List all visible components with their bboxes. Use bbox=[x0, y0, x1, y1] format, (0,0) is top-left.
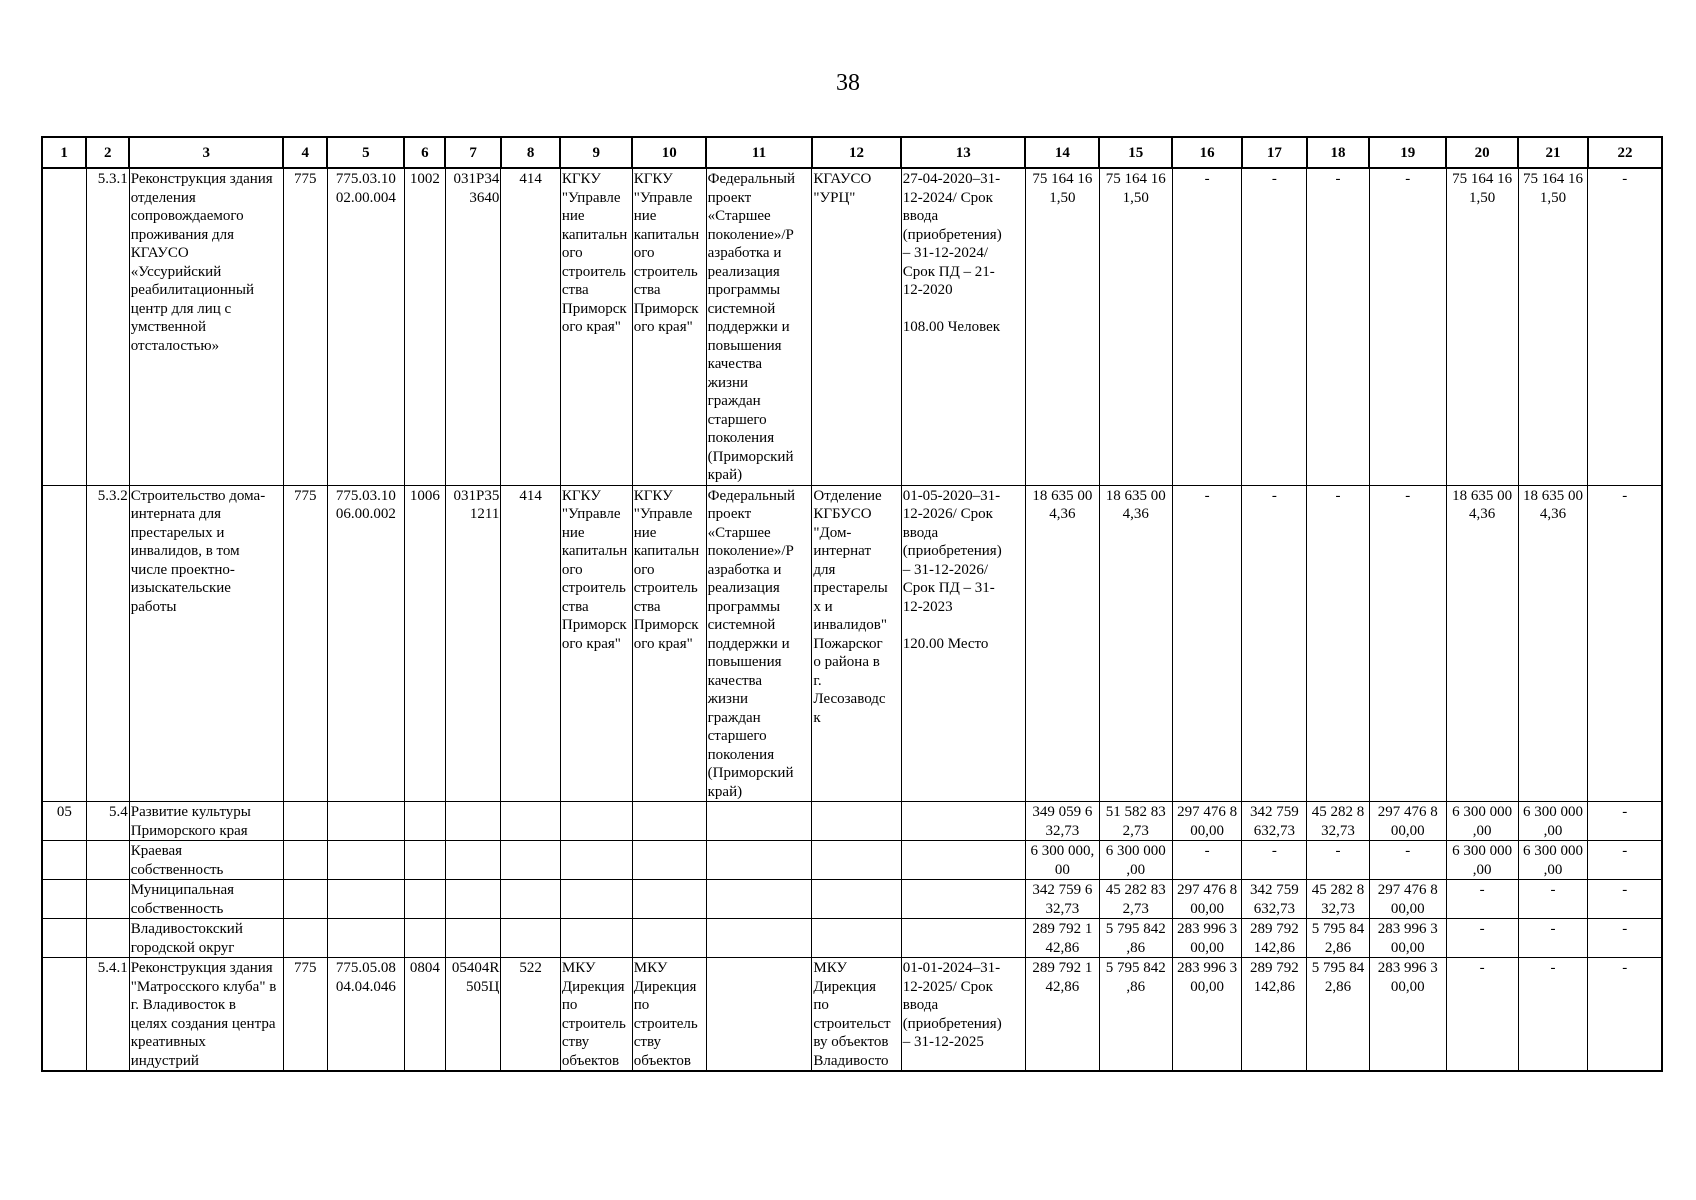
table-cell: 6 300 000 ,00 bbox=[1446, 802, 1518, 841]
table-cell: 6 300 000, 00 bbox=[1025, 841, 1099, 880]
table-cell bbox=[283, 802, 327, 841]
table-cell: Отделение КГБУСО "Дом- интернат для престарелы х и инвалидов" Пожарског о района в г. Лесозаводс к bbox=[812, 485, 901, 802]
table-cell bbox=[632, 802, 706, 841]
column-header: 5 bbox=[327, 137, 404, 168]
table-cell bbox=[404, 841, 445, 880]
table-cell: 75 164 16 1,50 bbox=[1518, 168, 1588, 485]
table-cell bbox=[501, 802, 561, 841]
table-cell: 18 635 00 4,36 bbox=[1446, 485, 1518, 802]
table-cell: - bbox=[1518, 958, 1588, 1072]
column-header: 11 bbox=[706, 137, 812, 168]
table-cell: - bbox=[1242, 168, 1307, 485]
table-cell: Краевая собственность bbox=[129, 841, 283, 880]
table-cell: 522 bbox=[501, 958, 561, 1072]
table-cell: 775.05.08 04.04.046 bbox=[327, 958, 404, 1072]
table-cell bbox=[327, 841, 404, 880]
column-header: 8 bbox=[501, 137, 561, 168]
table-cell: - bbox=[1369, 168, 1446, 485]
table-cell bbox=[445, 919, 500, 958]
table-cell: 5 795 84 2,86 bbox=[1307, 958, 1370, 1072]
table-cell: Реконструкция здания "Матросского клуба" в г. Владивосток в целях создания центра креативных индустрий bbox=[129, 958, 283, 1072]
table-cell: 18 635 00 4,36 bbox=[1518, 485, 1588, 802]
table-cell bbox=[812, 841, 901, 880]
table-cell: - bbox=[1172, 485, 1242, 802]
table-cell bbox=[327, 919, 404, 958]
table-cell: КГКУ "Управле ние капитальн ого строитель ства Приморск ого края" bbox=[560, 168, 632, 485]
column-header: 3 bbox=[129, 137, 283, 168]
table-cell: 18 635 00 4,36 bbox=[1025, 485, 1099, 802]
table-cell bbox=[812, 919, 901, 958]
table-cell: 5.4 bbox=[86, 802, 129, 841]
table-cell: - bbox=[1588, 958, 1662, 1072]
table-cell: 031Р35 1211 bbox=[445, 485, 500, 802]
table-cell: 75 164 16 1,50 bbox=[1025, 168, 1099, 485]
table-cell bbox=[901, 802, 1025, 841]
column-header: 12 bbox=[812, 137, 901, 168]
table-cell: 5.3.2 bbox=[86, 485, 129, 802]
table-cell bbox=[86, 841, 129, 880]
table-cell bbox=[560, 841, 632, 880]
table-cell: 75 164 16 1,50 bbox=[1099, 168, 1172, 485]
table-cell: - bbox=[1588, 802, 1662, 841]
table-cell bbox=[445, 880, 500, 919]
table-cell: 342 759 632,73 bbox=[1242, 880, 1307, 919]
table-cell: 51 582 83 2,73 bbox=[1099, 802, 1172, 841]
table-cell: Строительство дома- интерната для престарелых и инвалидов, в том числе проектно- изыскательские работы bbox=[129, 485, 283, 802]
table-cell: 283 996 3 00,00 bbox=[1172, 958, 1242, 1072]
table-cell: 031Р34 3640 bbox=[445, 168, 500, 485]
table-cell: КГАУСО "УРЦ" bbox=[812, 168, 901, 485]
table-cell bbox=[86, 919, 129, 958]
header-row bbox=[42, 137, 1662, 168]
table-cell: Муниципальная собственность bbox=[129, 880, 283, 919]
table-cell: 5.4.1 bbox=[86, 958, 129, 1072]
table-cell: 283 996 3 00,00 bbox=[1369, 919, 1446, 958]
column-header: 21 bbox=[1518, 137, 1588, 168]
table-cell: 6 300 000 ,00 bbox=[1518, 802, 1588, 841]
table-cell: 775 bbox=[283, 168, 327, 485]
table-cell: - bbox=[1242, 485, 1307, 802]
table-cell: 775 bbox=[283, 485, 327, 802]
table-cell bbox=[42, 880, 86, 919]
table-cell: 6 300 000 ,00 bbox=[1446, 841, 1518, 880]
table-cell bbox=[86, 880, 129, 919]
table-row bbox=[42, 919, 1662, 958]
table-cell: - bbox=[1369, 841, 1446, 880]
table-cell: 414 bbox=[501, 485, 561, 802]
table-cell: - bbox=[1369, 485, 1446, 802]
table-cell bbox=[560, 802, 632, 841]
table-cell: 5 795 842 ,86 bbox=[1099, 958, 1172, 1072]
table-cell: 05404R 505Ц bbox=[445, 958, 500, 1072]
table-cell: - bbox=[1588, 485, 1662, 802]
table-cell: КГКУ "Управле ние капитальн ого строитель ства Приморск ого края" bbox=[560, 485, 632, 802]
table-cell: 05 bbox=[42, 802, 86, 841]
table-cell: - bbox=[1446, 958, 1518, 1072]
column-header: 13 bbox=[901, 137, 1025, 168]
table-cell: МКУ Дирекция по строитель ству объектов bbox=[632, 958, 706, 1072]
table-cell: 289 792 1 42,86 bbox=[1025, 919, 1099, 958]
table-cell: 283 996 3 00,00 bbox=[1369, 958, 1446, 1072]
table-cell: 297 476 8 00,00 bbox=[1172, 880, 1242, 919]
table-cell: - bbox=[1588, 919, 1662, 958]
table-cell bbox=[632, 919, 706, 958]
table-cell bbox=[501, 880, 561, 919]
table-row bbox=[42, 485, 1662, 802]
table-cell: 5 795 84 2,86 bbox=[1307, 919, 1370, 958]
table-cell bbox=[327, 802, 404, 841]
table-cell bbox=[901, 841, 1025, 880]
table-cell: - bbox=[1242, 841, 1307, 880]
table-row bbox=[42, 880, 1662, 919]
table-cell: МКУ Дирекция по строительст ву объектов Владивосто bbox=[812, 958, 901, 1072]
table-cell bbox=[404, 802, 445, 841]
table-cell: - bbox=[1446, 880, 1518, 919]
table-cell bbox=[706, 802, 812, 841]
table-cell bbox=[42, 919, 86, 958]
column-header: 14 bbox=[1025, 137, 1099, 168]
table-cell bbox=[501, 919, 561, 958]
table-cell: 5.3.1 bbox=[86, 168, 129, 485]
table-cell: - bbox=[1588, 168, 1662, 485]
column-header: 22 bbox=[1588, 137, 1662, 168]
table-cell bbox=[706, 841, 812, 880]
page-number: 38 bbox=[836, 70, 860, 96]
table-cell: - bbox=[1518, 880, 1588, 919]
table-cell bbox=[283, 919, 327, 958]
table-cell: МКУ Дирекция по строитель ству объектов bbox=[560, 958, 632, 1072]
column-header: 19 bbox=[1369, 137, 1446, 168]
table-cell: 342 759 632,73 bbox=[1242, 802, 1307, 841]
table-cell: 775.03.10 02.00.004 bbox=[327, 168, 404, 485]
column-header: 4 bbox=[283, 137, 327, 168]
table-cell: - bbox=[1588, 880, 1662, 919]
table-cell: Федеральный проект «Старшее поколение»/Р азработка и реализация программы системной поддержки и повышения качества жизни граждан старшего поколения (Приморский край) bbox=[706, 485, 812, 802]
column-header: 10 bbox=[632, 137, 706, 168]
column-header: 16 bbox=[1172, 137, 1242, 168]
table-cell: 283 996 3 00,00 bbox=[1172, 919, 1242, 958]
table-cell: - bbox=[1172, 841, 1242, 880]
table-cell: 45 282 8 32,73 bbox=[1307, 880, 1370, 919]
table-cell: 5 795 842 ,86 bbox=[1099, 919, 1172, 958]
table-row bbox=[42, 841, 1662, 880]
table-cell: 01-05-2020–31- 12-2026/ Срок ввода (приобретения) – 31-12-2026/ Срок ПД – 31- 12-2023 120.00 Место bbox=[901, 485, 1025, 802]
table-cell bbox=[327, 880, 404, 919]
column-header: 9 bbox=[560, 137, 632, 168]
table-cell bbox=[706, 919, 812, 958]
table-cell bbox=[42, 841, 86, 880]
table-cell bbox=[632, 841, 706, 880]
table-cell: 01-01-2024–31- 12-2025/ Срок ввода (приобретения) – 31-12-2025 bbox=[901, 958, 1025, 1072]
table-cell bbox=[706, 958, 812, 1072]
column-header: 7 bbox=[445, 137, 500, 168]
table-cell: 775.03.10 06.00.002 bbox=[327, 485, 404, 802]
table-cell: 18 635 00 4,36 bbox=[1099, 485, 1172, 802]
table-cell bbox=[706, 880, 812, 919]
table-cell: 0804 bbox=[404, 958, 445, 1072]
table-cell: 297 476 8 00,00 bbox=[1369, 802, 1446, 841]
table-cell: - bbox=[1172, 168, 1242, 485]
table-cell bbox=[42, 168, 86, 485]
table-cell: 6 300 000 ,00 bbox=[1099, 841, 1172, 880]
table-cell: 45 282 8 32,73 bbox=[1307, 802, 1370, 841]
table-cell: 297 476 8 00,00 bbox=[1172, 802, 1242, 841]
table-row bbox=[42, 958, 1662, 1072]
table-cell: 342 759 6 32,73 bbox=[1025, 880, 1099, 919]
table-cell: 414 bbox=[501, 168, 561, 485]
table-cell: 297 476 8 00,00 bbox=[1369, 880, 1446, 919]
column-header: 2 bbox=[86, 137, 129, 168]
table-cell: КГКУ "Управле ние капитальн ого строитель ства Приморск ого края" bbox=[632, 168, 706, 485]
table-cell: 6 300 000 ,00 bbox=[1518, 841, 1588, 880]
table-cell bbox=[445, 802, 500, 841]
table-cell: Владивостокский городской округ bbox=[129, 919, 283, 958]
table-cell: 75 164 16 1,50 bbox=[1446, 168, 1518, 485]
table-cell: 1002 bbox=[404, 168, 445, 485]
column-header: 18 bbox=[1307, 137, 1370, 168]
table-cell: 289 792 142,86 bbox=[1242, 958, 1307, 1072]
table-cell bbox=[812, 802, 901, 841]
table-cell bbox=[42, 485, 86, 802]
table-cell: КГКУ "Управле ние капитальн ого строитель ства Приморск ого края" bbox=[632, 485, 706, 802]
table-cell: 349 059 6 32,73 bbox=[1025, 802, 1099, 841]
table-cell bbox=[42, 958, 86, 1072]
table-cell: - bbox=[1307, 168, 1370, 485]
table-cell: 45 282 83 2,73 bbox=[1099, 880, 1172, 919]
table-cell: 775 bbox=[283, 958, 327, 1072]
table-cell bbox=[560, 880, 632, 919]
table-cell: Реконструкция здания отделения сопровождаемого проживания для КГАУСО «Уссурийский реабилитационный центр для лиц с умственной отсталостью» bbox=[129, 168, 283, 485]
table-cell: 27-04-2020–31- 12-2024/ Срок ввода (приобретения) – 31-12-2024/ Срок ПД – 21- 12-2020 108.00 Человек bbox=[901, 168, 1025, 485]
table-cell bbox=[404, 919, 445, 958]
budget-table bbox=[41, 136, 1663, 1072]
table-cell bbox=[404, 880, 445, 919]
table-cell bbox=[812, 880, 901, 919]
table-cell bbox=[560, 919, 632, 958]
column-header: 15 bbox=[1099, 137, 1172, 168]
table-cell: 289 792 142,86 bbox=[1242, 919, 1307, 958]
table-cell: - bbox=[1446, 919, 1518, 958]
table-cell: - bbox=[1307, 485, 1370, 802]
column-header: 1 bbox=[42, 137, 86, 168]
table-cell bbox=[901, 880, 1025, 919]
table-cell bbox=[283, 880, 327, 919]
table-cell bbox=[283, 841, 327, 880]
table-row bbox=[42, 802, 1662, 841]
table-cell: - bbox=[1588, 841, 1662, 880]
table-cell: Развитие культуры Приморского края bbox=[129, 802, 283, 841]
table-cell: - bbox=[1518, 919, 1588, 958]
column-header: 20 bbox=[1446, 137, 1518, 168]
table-cell bbox=[632, 880, 706, 919]
table-cell: Федеральный проект «Старшее поколение»/Р азработка и реализация программы системной поддержки и повышения качества жизни граждан старшего поколения (Приморский край) bbox=[706, 168, 812, 485]
table-row bbox=[42, 168, 1662, 485]
table-cell bbox=[501, 841, 561, 880]
column-header: 17 bbox=[1242, 137, 1307, 168]
table-cell: 1006 bbox=[404, 485, 445, 802]
table-cell bbox=[445, 841, 500, 880]
column-header: 6 bbox=[404, 137, 445, 168]
table-cell: - bbox=[1307, 841, 1370, 880]
table-cell: 289 792 1 42,86 bbox=[1025, 958, 1099, 1072]
table-cell bbox=[901, 919, 1025, 958]
